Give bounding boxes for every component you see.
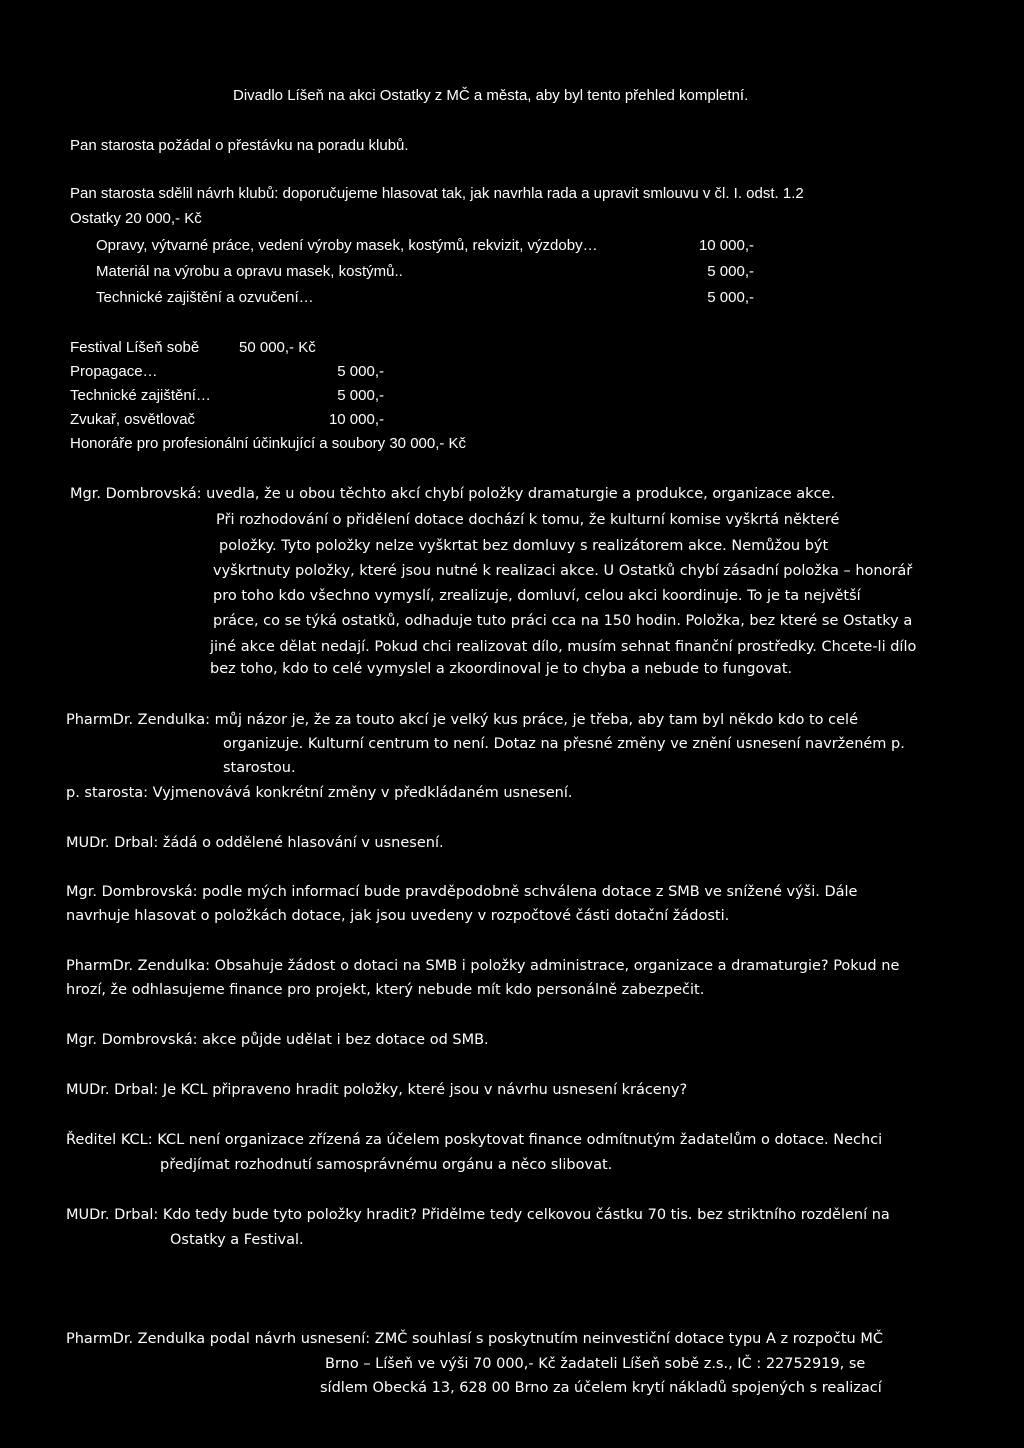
ostatky-item-amount: 10 000,-	[698, 237, 754, 254]
ostatky-item-label: Opravy, výtvarné práce, vedení výroby masek, kostýmů, rekvizit, výzdoby…	[96, 237, 598, 254]
dombrovska-1-line: Při rozhodování o přidělení dotace dochází k tomu, že kulturní komise vyškrtá některé	[216, 512, 840, 528]
festival-item-label: Zvukař, osvětlovač	[70, 411, 196, 428]
ostatky-item-label: Technické zajištění a ozvučení…	[96, 289, 314, 306]
intro-line-1: Divadlo Líšeň na akci Ostatky z MČ a města, aby byl tento přehled kompletní.	[233, 87, 749, 104]
dombrovska-1-line: pro toho kdo všechno vymyslí, zrealizuje, domluví, celou akci koordinuje. To je ta největší	[213, 588, 861, 604]
zendulka-3-line: PharmDr. Zendulka podal návrh usnesení: ZMČ souhlasí s poskytnutím neinvestiční dotace typu A z rozpočtu MČ	[66, 1331, 883, 1347]
zendulka-2-line: PharmDr. Zendulka: Obsahuje žádost o dotaci na SMB i položky administrace, organizace a dramaturgie? Pokud ne	[66, 958, 900, 974]
dombrovska-1-line: jiné akce dělat nedají. Pokud chci realizovat dílo, musím sehnat finanční prostředky. Chcete-li dílo	[210, 639, 917, 655]
dombrovska-1-line: Mgr. Dombrovská: uvedla, že u obou těchto akcí chybí položky dramaturgie a produkce, organizace akce.	[70, 486, 836, 502]
drbal-1-line: MUDr. Drbal: žádá o oddělené hlasování v usnesení.	[66, 835, 444, 851]
zendulka-1-line: organizuje. Kulturní centrum to není. Dotaz na přesné změny ve znění usnesení navrženém p.	[223, 736, 905, 752]
festival-total: 50 000,- Kč	[239, 339, 316, 356]
dombrovska-3-line: Mgr. Dombrovská: akce půjde udělat i bez dotace od SMB.	[66, 1032, 489, 1048]
reditel-line: Ředitel KCL: KCL není organizace zřízená za účelem poskytovat finance odmítnutým žadatelům o dotace. Nechci	[66, 1132, 883, 1148]
festival-item-amount: 10 000,-	[328, 411, 384, 428]
ostatky-item-amount: 5 000,-	[707, 289, 754, 306]
ostatky-item-label: Materiál na výrobu a opravu masek, kostýmů..	[96, 263, 403, 280]
dombrovska-1-line: bez toho, kdo to celé vymyslel a zkoordinoval je to chyba a nebude to fungovat.	[210, 661, 793, 677]
festival-item-amount: 5 000,-	[337, 363, 384, 380]
proposal-line-1: Pan starosta sdělil návrh klubů: doporučujeme hlasovat tak, jak navrhla rada a upravit smlouvu v čl. I. odst. 1.2	[70, 185, 804, 202]
drbal-3-line: MUDr. Drbal: Kdo tedy bude tyto položky hradit? Přidělme tedy celkovou částku 70 tis. bez striktního rozdělení na	[66, 1207, 890, 1223]
festival-item-label: Propagace…	[70, 363, 158, 380]
intro-line-2: Pan starosta požádal o přestávku na poradu klubů.	[70, 137, 409, 154]
dombrovska-2-line: navrhuje hlasovat o položkách dotace, jak jsou uvedeny v rozpočtové části dotační žádosti.	[66, 908, 730, 924]
festival-title: Festival Líšeň sobě	[70, 339, 200, 356]
festival-fees: Honoráře pro profesionální účinkující a soubory 30 000,- Kč	[70, 435, 467, 452]
festival-item-label: Technické zajištění…	[70, 387, 211, 404]
ostatky-item-amount: 5 000,-	[707, 263, 754, 280]
dombrovska-1-line: vyškrtnuty položky, které jsou nutné k realizaci akce. U Ostatků chybí zásadní položka – honorář	[213, 563, 913, 579]
zendulka-1-line: starostou.	[223, 760, 296, 776]
dombrovska-2-line: Mgr. Dombrovská: podle mých informací bude pravděpodobně schválena dotace z SMB ve snížené výši. Dále	[66, 884, 858, 900]
proposal-line-2: Ostatky 20 000,- Kč	[70, 210, 202, 227]
zendulka-3-line: sídlem Obecká 13, 628 00 Brno za účelem krytí nákladů spojených s realizací	[320, 1380, 882, 1396]
festival-item-amount: 5 000,-	[337, 387, 384, 404]
reditel-line: předjímat rozhodnutí samosprávnému orgánu a něco slibovat.	[160, 1157, 613, 1173]
drbal-2-line: MUDr. Drbal: Je KCL připraveno hradit položky, které jsou v návrhu usnesení kráceny?	[66, 1082, 688, 1098]
dombrovska-1-line: práce, co se týká ostatků, odhaduje tuto práci cca na 150 hodin. Položka, bez které se Ostatky a	[213, 613, 913, 629]
drbal-3-line: Ostatky a Festival.	[170, 1232, 304, 1248]
starosta-line: p. starosta: Vyjmenovává konkrétní změny v předkládaném usnesení.	[66, 785, 573, 801]
zendulka-2-line: hrozí, že odhlasujeme finance pro projekt, který nebude mít kdo personálně zabezpečit.	[66, 982, 705, 998]
zendulka-1-line: PharmDr. Zendulka: můj názor je, že za touto akcí je velký kus práce, je třeba, aby tam byl někdo kdo to celé	[66, 712, 858, 728]
zendulka-3-line: Brno – Líšeň ve výši 70 000,- Kč žadateli Líšeň sobě z.s., IČ : 22752919, se	[325, 1356, 866, 1372]
dombrovska-1-line: položky. Tyto položky nelze vyškrtat bez domluvy s realizátorem akce. Nemůžou být	[219, 538, 829, 554]
